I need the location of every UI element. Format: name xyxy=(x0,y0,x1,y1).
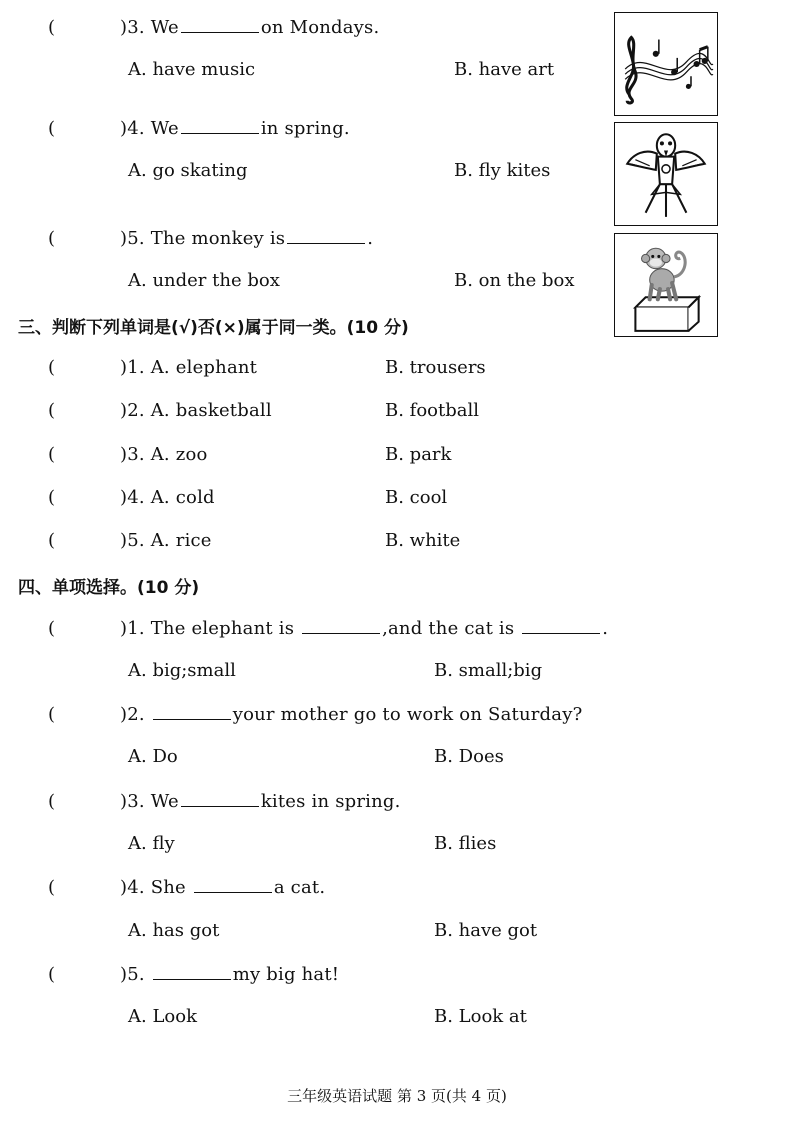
question-text: in spring. xyxy=(260,118,350,139)
question-text: . xyxy=(367,228,374,249)
answer-paren[interactable]: ( xyxy=(48,618,97,639)
option-a: A. cold xyxy=(150,487,215,508)
option-b: B. white xyxy=(385,530,461,551)
option-a: A. basketball xyxy=(150,400,272,421)
answer-paren[interactable]: ( xyxy=(48,400,97,421)
question-4-3 xyxy=(48,790,401,812)
answer-blank[interactable] xyxy=(181,117,259,134)
answer-blank[interactable] xyxy=(153,963,231,980)
question-number: )1. xyxy=(120,357,145,378)
question-number: )5. xyxy=(120,530,145,551)
option-a: A. go skating xyxy=(128,160,248,181)
option-b: B. park xyxy=(385,444,452,465)
question-number: )5. xyxy=(120,228,145,249)
question-number: )4. xyxy=(120,118,145,139)
question-2-3 xyxy=(48,16,379,38)
answer-paren[interactable]: ( xyxy=(48,487,97,508)
option-b: B. Look at xyxy=(434,1006,527,1027)
option-b: B. on the box xyxy=(454,270,575,291)
option-a: A. zoo xyxy=(150,444,208,465)
list-item xyxy=(48,530,212,551)
answer-paren[interactable]: ( xyxy=(48,704,97,725)
list-item xyxy=(48,444,208,465)
answer-blank[interactable] xyxy=(181,16,259,33)
list-item xyxy=(48,487,215,508)
question-4-1 xyxy=(48,617,608,639)
answer-paren[interactable]: ( xyxy=(48,118,97,139)
list-item xyxy=(48,357,257,378)
question-4-2 xyxy=(48,703,582,725)
question-number: )2. xyxy=(120,400,145,421)
option-a: A. under the box xyxy=(128,270,280,291)
answer-blank[interactable] xyxy=(302,617,380,634)
option-b: B. trousers xyxy=(385,357,486,378)
option-a: A. elephant xyxy=(150,357,258,378)
list-item xyxy=(48,400,272,421)
question-text: She xyxy=(150,877,186,898)
answer-blank[interactable] xyxy=(181,790,259,807)
answer-paren[interactable]: ( xyxy=(48,530,97,551)
option-a: A. Look xyxy=(128,1006,197,1027)
question-4-5 xyxy=(48,963,339,985)
option-b: B. have art xyxy=(454,59,555,80)
question-number: )4. xyxy=(120,877,145,898)
section-3-heading: 三、判断下列单词是(√)否(×)属于同一类。(10 分) xyxy=(18,318,409,338)
question-text: my big hat! xyxy=(232,964,340,985)
answer-blank[interactable] xyxy=(153,703,231,720)
question-text: We xyxy=(150,118,179,139)
question-2-4 xyxy=(48,117,350,139)
answer-paren[interactable]: ( xyxy=(48,17,97,38)
monkey-on-box-icon xyxy=(614,233,718,337)
question-number: )2. xyxy=(120,704,145,725)
option-a: A. has got xyxy=(128,920,220,941)
option-b: B. have got xyxy=(434,920,538,941)
answer-paren[interactable]: ( xyxy=(48,444,97,465)
answer-paren[interactable]: ( xyxy=(48,357,97,378)
answer-paren[interactable]: ( xyxy=(48,877,97,898)
answer-paren[interactable]: ( xyxy=(48,791,97,812)
option-b: B. fly kites xyxy=(454,160,551,181)
question-text: We xyxy=(150,17,179,38)
question-2-5 xyxy=(48,227,373,249)
option-b: B. flies xyxy=(434,833,497,854)
section-4-heading: 四、单项选择。(10 分) xyxy=(18,578,200,598)
question-text: We xyxy=(150,791,179,812)
kite-icon xyxy=(614,122,718,226)
answer-blank[interactable] xyxy=(522,617,600,634)
option-b: B. small;big xyxy=(434,660,543,681)
question-number: )3. xyxy=(120,791,145,812)
question-text: ,and the cat is xyxy=(382,618,515,639)
question-text: The monkey is xyxy=(150,228,286,249)
question-number: )3. xyxy=(120,444,145,465)
question-text: your mother go to work on Saturday? xyxy=(232,704,583,725)
music-notes-icon xyxy=(614,12,718,116)
question-text: . xyxy=(602,618,609,639)
question-text: on Mondays. xyxy=(260,17,380,38)
question-number: )4. xyxy=(120,487,145,508)
question-text: The elephant is xyxy=(150,618,295,639)
question-text: a cat. xyxy=(273,877,326,898)
question-number: )3. xyxy=(120,17,145,38)
option-a: A. have music xyxy=(128,59,256,80)
option-b: B. Does xyxy=(434,746,504,767)
option-a: A. big;small xyxy=(128,660,236,681)
answer-blank[interactable] xyxy=(194,876,272,893)
answer-paren[interactable]: ( xyxy=(48,228,97,249)
question-number: )5. xyxy=(120,964,145,985)
option-a: A. Do xyxy=(128,746,178,767)
question-4-4 xyxy=(48,876,325,898)
option-a: A. rice xyxy=(150,530,212,551)
option-a: A. fly xyxy=(128,833,175,854)
option-b: B. football xyxy=(385,400,480,421)
page-footer: 三年级英语试题 第 3 页(共 4 页) xyxy=(287,1087,507,1105)
question-text: kites in spring. xyxy=(260,791,401,812)
answer-paren[interactable]: ( xyxy=(48,964,97,985)
answer-blank[interactable] xyxy=(287,227,365,244)
question-number: )1. xyxy=(120,618,145,639)
option-b: B. cool xyxy=(385,487,448,508)
